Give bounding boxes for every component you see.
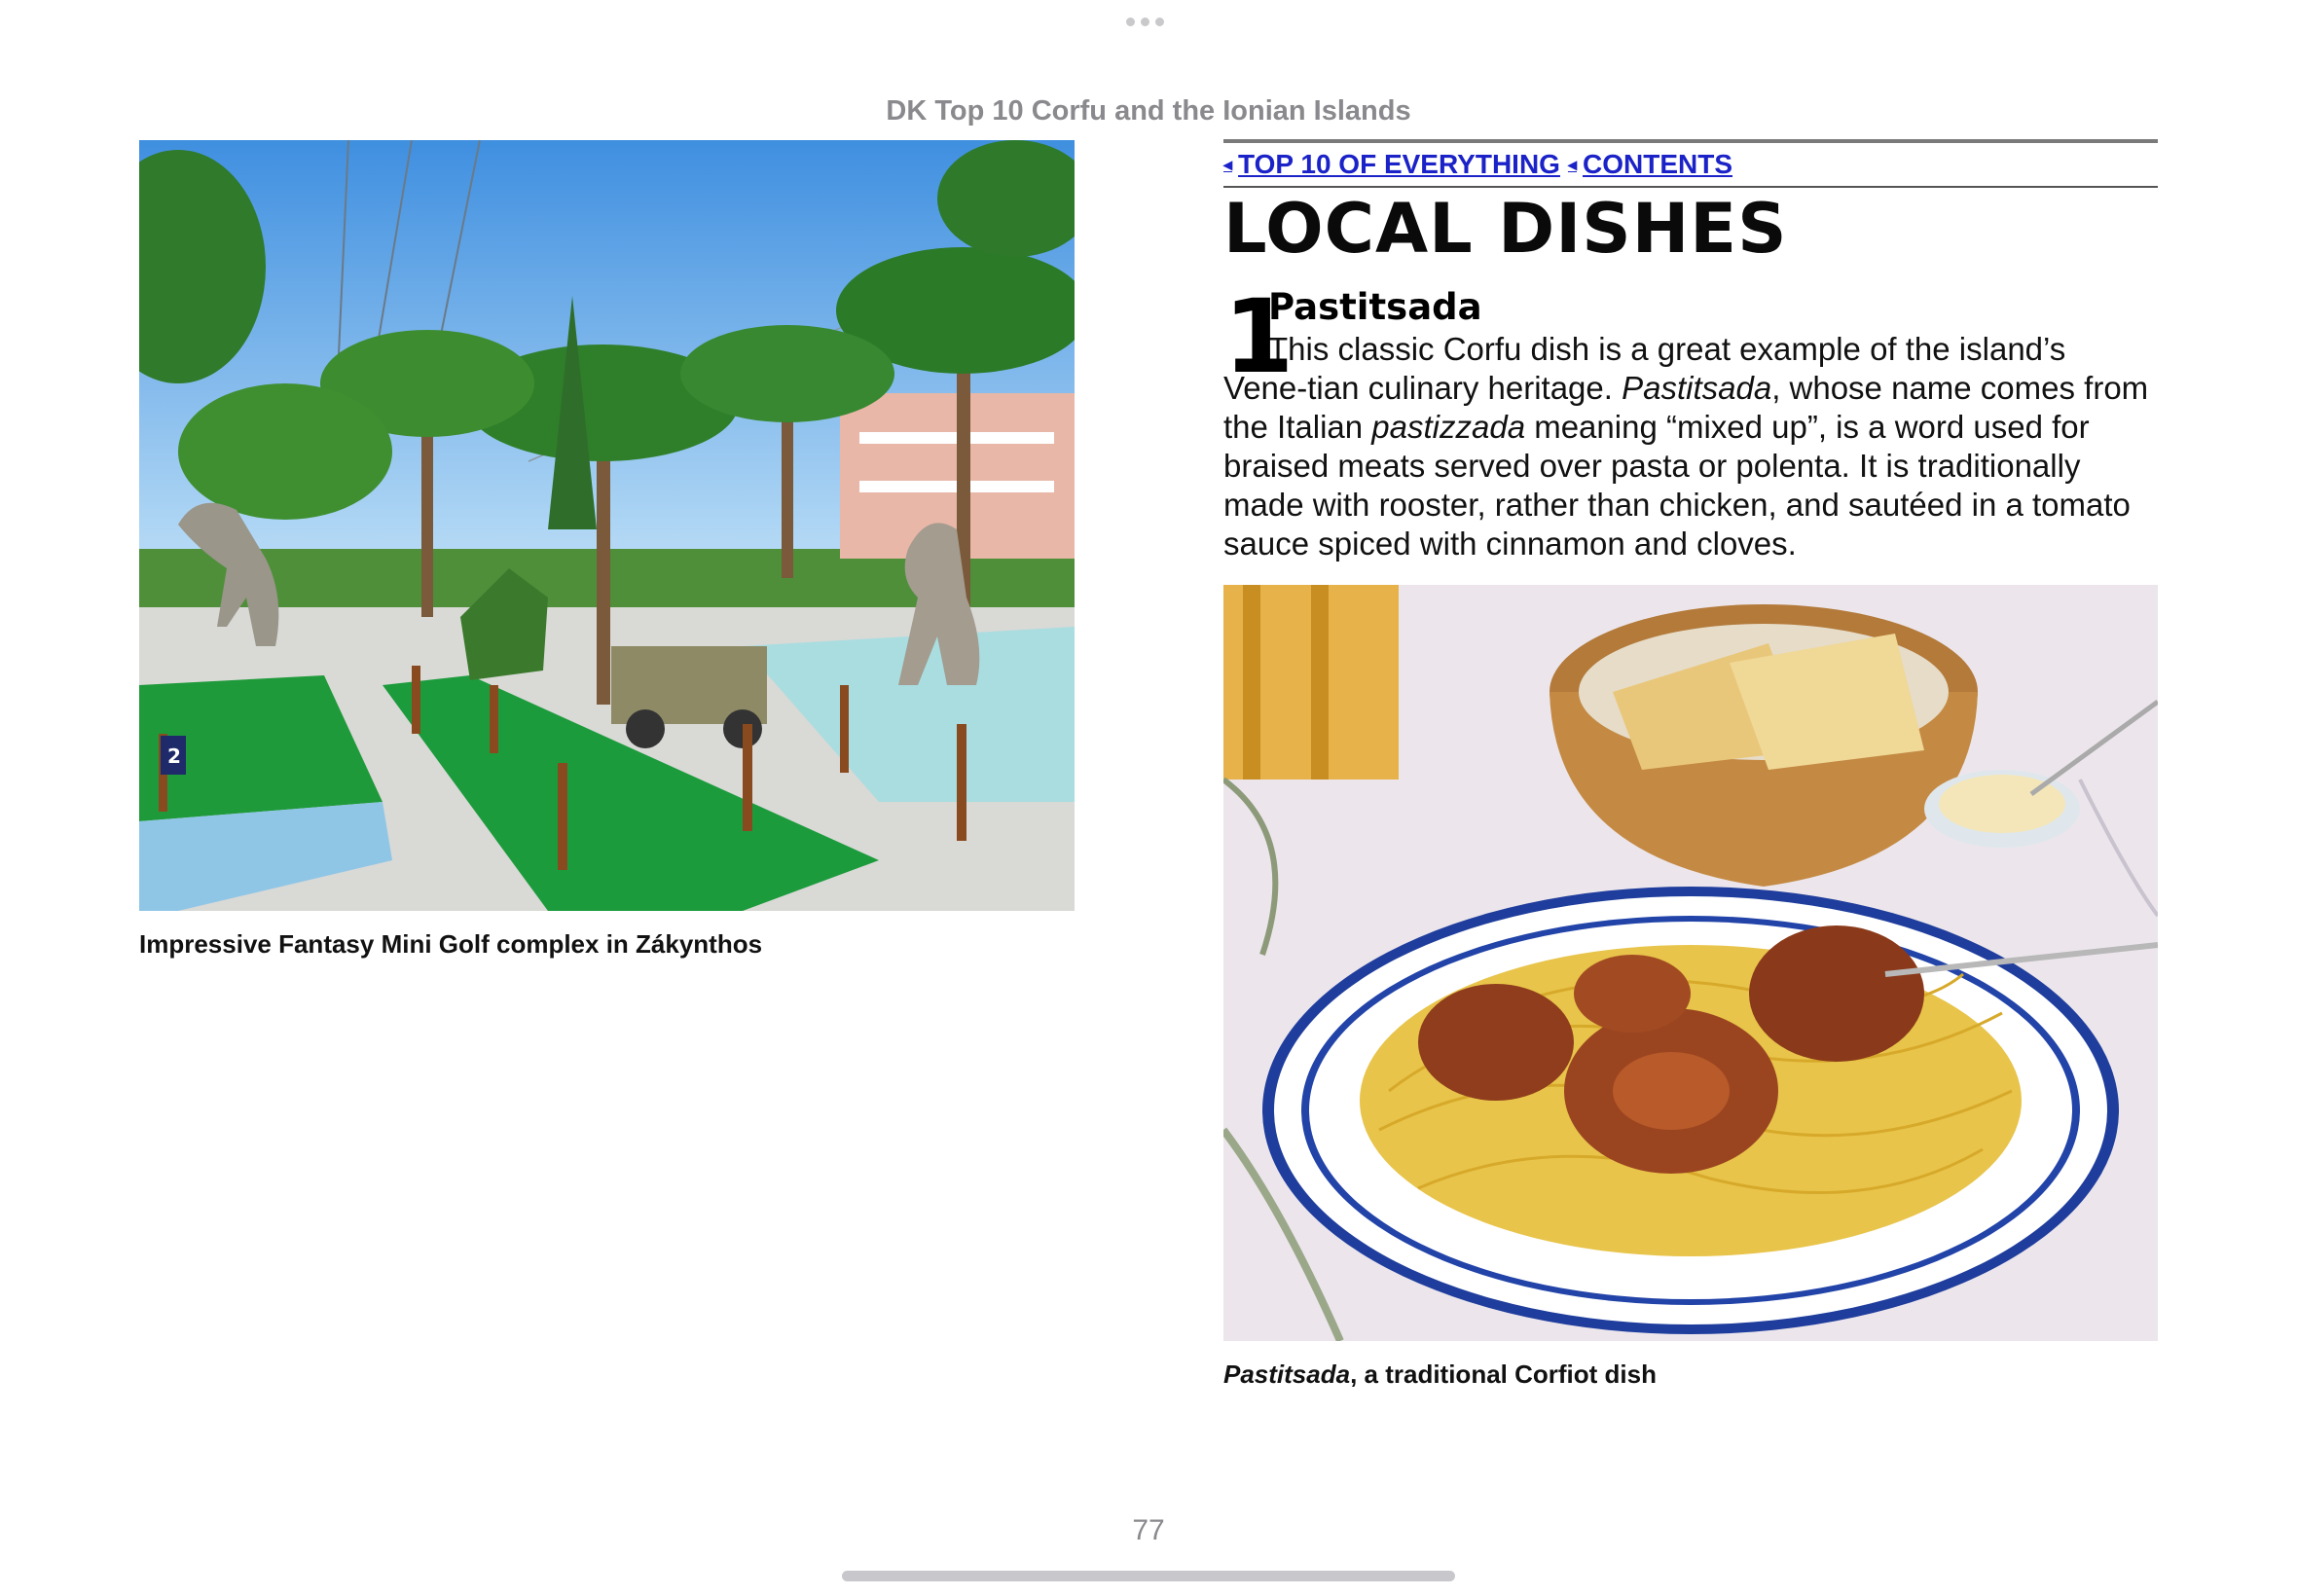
- entry-number: 1: [1223, 277, 1294, 396]
- multitasking-handle[interactable]: [1126, 18, 1164, 26]
- entry-text: meaning “mixed up”, is a word used for braised meats served over pasta or polenta. It is traditionally made with rooster, rather than chicken, and sautéed in a tomato sauce spiced with cinnamon and cloves.: [1223, 408, 2131, 562]
- handle-dot-icon: [1155, 18, 1164, 26]
- entry-text: This classic Corfu dish is a great example of the island’s Vene-tian culinary heritage.: [1223, 330, 2066, 406]
- triangle-left-icon: ◂: [1223, 154, 1233, 174]
- home-indicator[interactable]: [842, 1571, 1455, 1581]
- pastitsada-photo: [1223, 585, 2158, 1341]
- entry-text-italic: pastizzada: [1371, 408, 1526, 445]
- nav-link-top10[interactable]: [1223, 149, 1560, 180]
- entry-body: [1223, 330, 2158, 563]
- hole-sign-number: 2: [167, 744, 181, 768]
- entry-text-italic: Pastitsada: [1622, 369, 1772, 406]
- breadcrumb: [1223, 139, 2158, 188]
- nav-link-label: CONTENTS: [1583, 149, 1732, 179]
- nav-link-label: TOP 10 OF EVERYTHING: [1238, 149, 1560, 179]
- mini-golf-caption: Impressive Fantasy Mini Golf complex in Zákynthos: [139, 929, 763, 959]
- handle-dot-icon: [1141, 18, 1149, 26]
- mini-golf-photo: [139, 140, 1075, 911]
- list-item: [1223, 277, 2158, 563]
- page-heading: LOCAL DISHES: [1223, 189, 1788, 269]
- right-page-content: [1223, 139, 2158, 563]
- handle-dot-icon: [1126, 18, 1135, 26]
- nav-link-contents[interactable]: [1568, 149, 1732, 180]
- caption-italic: Pastitsada: [1223, 1360, 1351, 1389]
- entry-title: Pastitsada: [1268, 286, 1482, 328]
- book-title[interactable]: DK Top 10 Corfu and the Ionian Islands: [886, 95, 1411, 127]
- caption-text: , a traditional Corfiot dish: [1350, 1360, 1657, 1389]
- entry-text: , whose name comes from the Italian: [1223, 369, 2149, 445]
- page-number: 77: [1132, 1514, 1165, 1546]
- pastitsada-caption: [1223, 1360, 1657, 1390]
- triangle-left-icon: ◂: [1567, 154, 1577, 174]
